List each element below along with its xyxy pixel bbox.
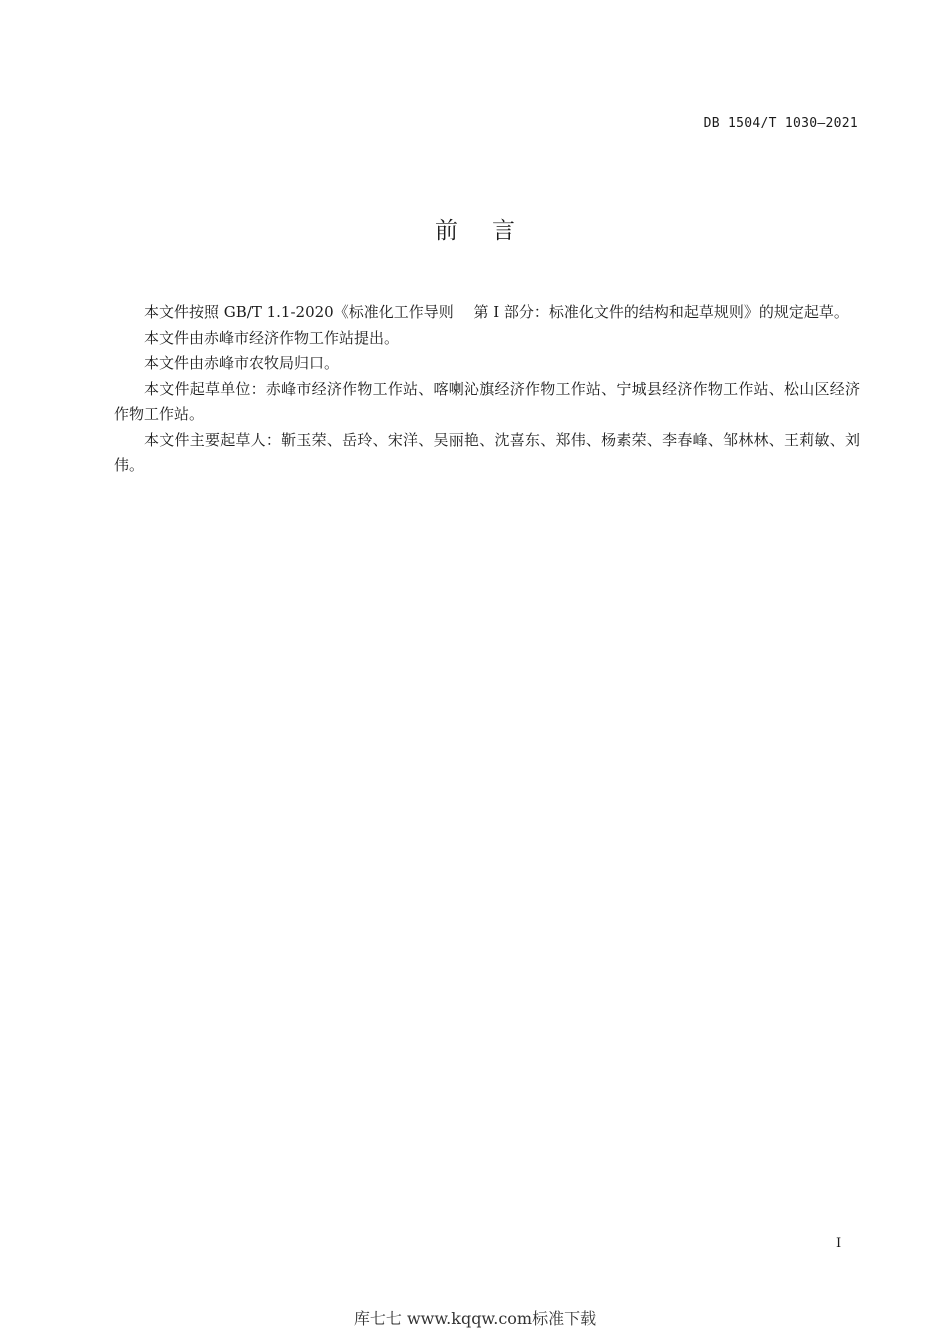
footer-watermark: 库七七 www.kqqw.com标准下载 [353,1309,597,1328]
paragraph-administrator: 本文件由赤峰市农牧局归口。 [144,354,340,372]
paragraph-proposer: 本文件由赤峰市经济作物工作站提出。 [144,328,400,347]
paragraph-drafting-basis: 本文件按照 GB/T 1.1-2020《标准化工作导则 第 I 部分：标准化文件的结构和起草规则》的规定起草。 [144,303,849,321]
document-code: DB 1504/T 1030—2021 [703,116,858,131]
page-number: I [836,1236,842,1251]
paragraph-drafting-units: 本文件起草单位：赤峰市经济作物工作站、喀喇沁旗经济作物工作站、宁城县经济作物工作站、松山区经济作物工作站。 [114,379,860,423]
page-title: 前言 [435,218,549,244]
paragraph-drafters: 本文件主要起草人：靳玉荣、岳玲、宋洋、吴丽艳、沈喜东、郑伟、杨素荣、李春峰、邹林林、王莉敏、刘伟。 [114,430,860,474]
foreword-body [114,300,860,479]
